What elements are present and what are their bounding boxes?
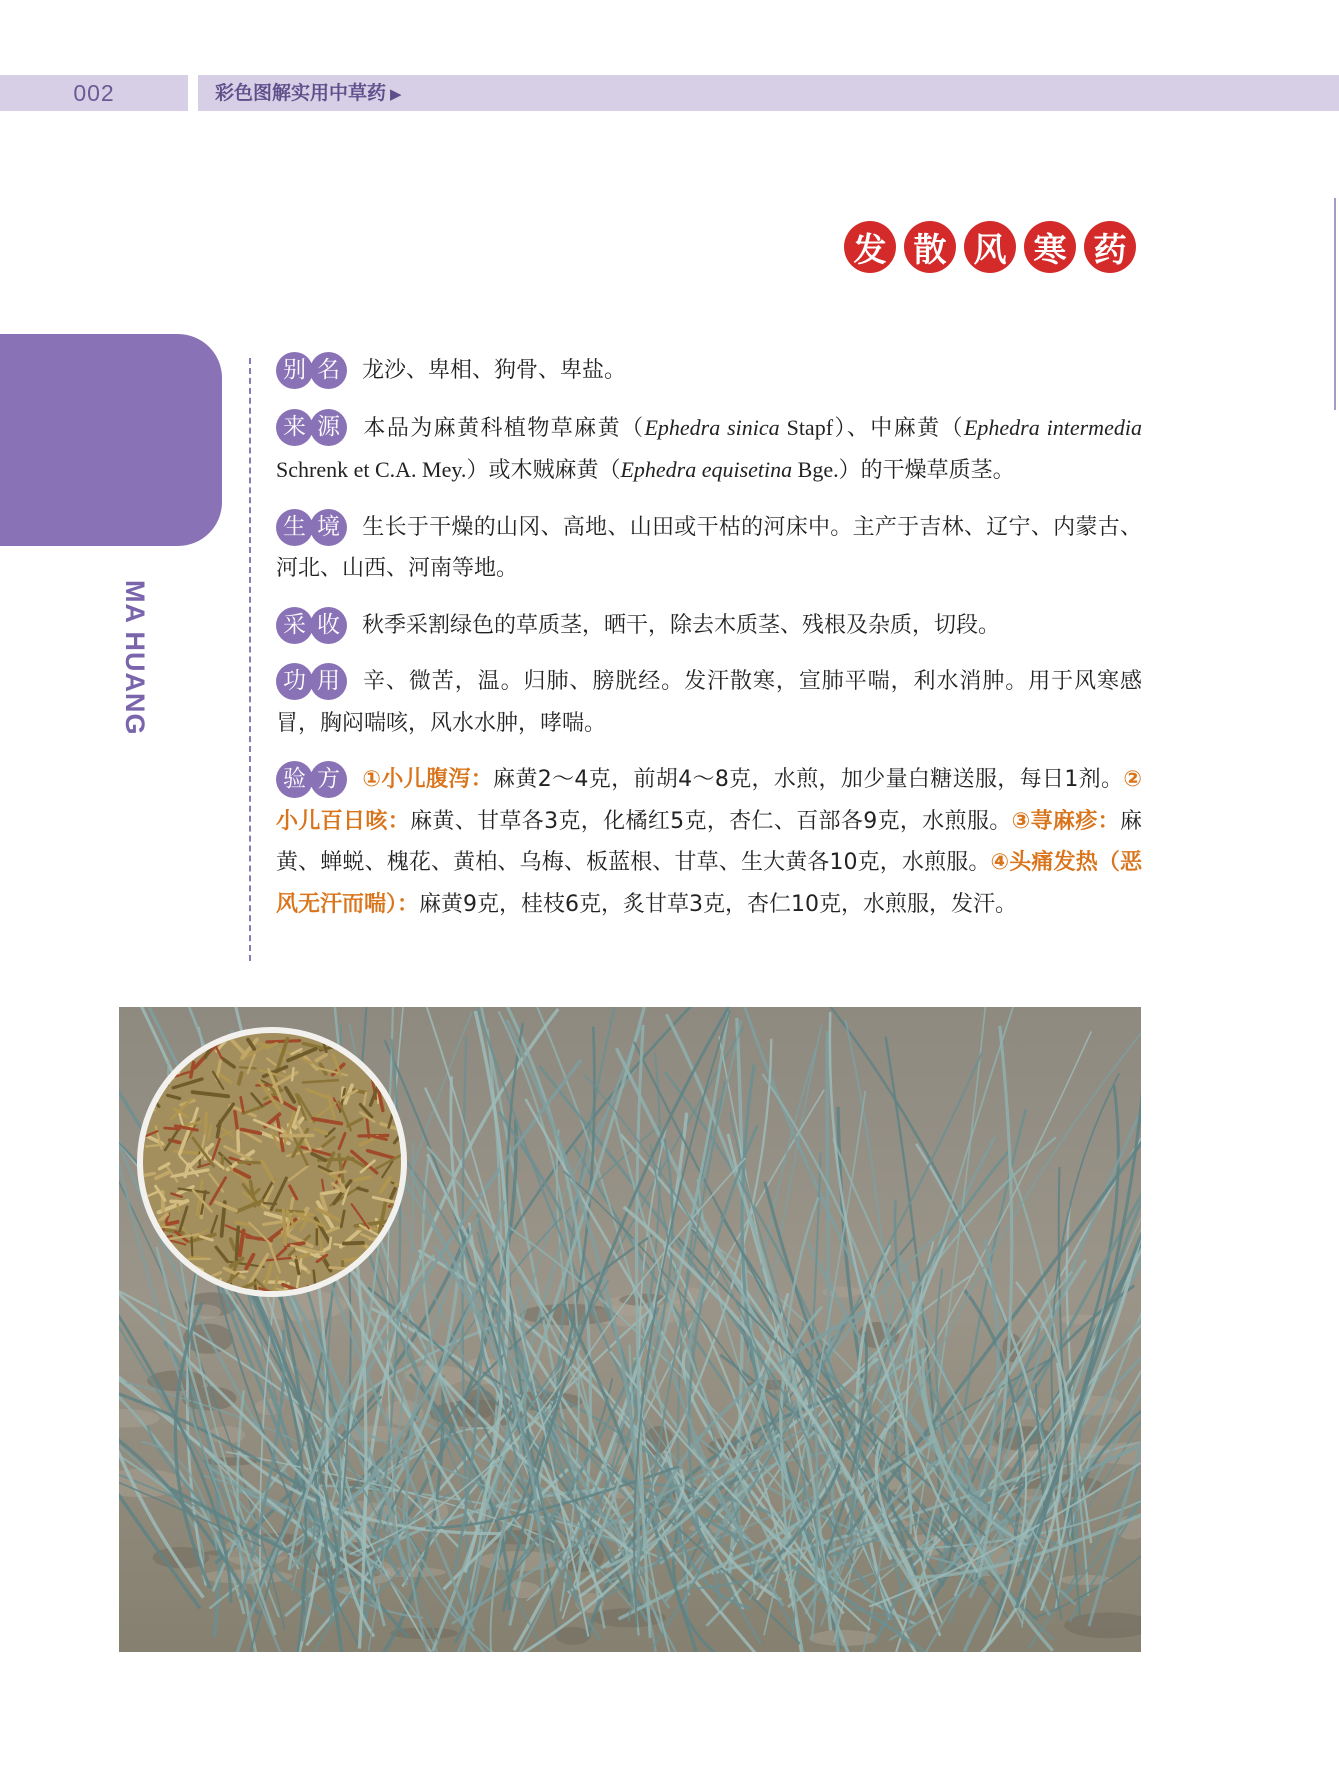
book-title <box>215 75 402 111</box>
author-name: Stapf <box>779 414 834 440</box>
alias-text: 龙沙、卑相、狗骨、卑盐。 <box>362 358 627 383</box>
prescription-name: ③荨麻疹： <box>1011 808 1120 834</box>
latin-name: Ephedra equisetina <box>620 457 793 482</box>
herb-entry <box>276 350 1142 940</box>
author-name: Bge. <box>792 457 839 482</box>
dried-ephedra-herb-photo <box>137 1027 407 1297</box>
author-name: Schrenk et C.A. Mey. <box>276 457 467 482</box>
harvest-text: 秋季采割绿色的草质茎，晒干，除去木质茎、残根及杂质，切段。 <box>362 612 1001 638</box>
function-section <box>276 661 1142 744</box>
category-title <box>844 221 1136 273</box>
prescription-name: ②小儿百日咳： <box>276 767 1142 834</box>
latin-name: Ephedra intermedia <box>963 414 1142 440</box>
prescription-text: 麻黄9克，桂枝6克，炙甘草3克，杏仁10克，水煎服，发汗。 <box>419 891 1018 917</box>
category-char: 散 <box>904 221 956 273</box>
category-char: 发 <box>844 221 896 273</box>
harvest-section <box>276 605 1142 647</box>
dried-herb-illustration <box>143 1033 407 1297</box>
herb-pinyin-label: MA HUANG <box>120 580 150 736</box>
latin-name: Ephedra sinica <box>644 414 780 440</box>
function-text: 辛、微苦，温。归肺、膀胱经。发汗散寒，宣肺平喘，利水消肿。用于风寒感冒，胸闷喘咳，风水水肿，哮喘。 <box>276 669 1142 736</box>
book-title-text: 彩色图解实用中草药 <box>215 82 387 104</box>
category-char: 寒 <box>1024 221 1076 273</box>
habitat-section <box>276 507 1142 590</box>
section-label: 功 用 <box>276 661 344 703</box>
chapter-tab <box>0 334 222 546</box>
page-number: 002 <box>73 80 115 106</box>
prescription-text: 麻黄、蝉蜕、槐花、黄柏、乌梅、板蓝根、甘草、生大黄各10克，水煎服。 <box>276 808 1142 875</box>
dashed-divider <box>249 358 251 961</box>
section-label: 别 名 <box>276 350 344 392</box>
section-label: 采 收 <box>276 605 344 647</box>
prescription-name: ④头痛发热（恶风无汗而喘）： <box>276 850 1142 917</box>
section-label: 生 境 <box>276 507 344 549</box>
edge-marker <box>1334 198 1336 410</box>
prescriptions-section <box>276 759 1142 925</box>
alias-section <box>276 350 1142 392</box>
habitat-text: 生长于干燥的山冈、高地、山田或干枯的河床中。主产于吉林、辽宁、内蒙古、河北、山西、河南等地。 <box>276 514 1142 581</box>
source-section: 来 源 本品为麻黄科植物草麻黄（Ephedra sinica Stapf）、中麻黄（Ephedra intermedia Schrenk et C.A. Mey.）或木贼麻黄（Ephedra equisetina Bge.）的干燥草质茎。 <box>276 407 1142 492</box>
prescription-text: 麻黄、甘草各3克，化橘红5克，杏仁、百部各9克，水煎服。 <box>410 808 1012 834</box>
category-char: 风 <box>964 221 1016 273</box>
category-char: 药 <box>1084 221 1136 273</box>
section-label: 验 方 <box>276 759 344 801</box>
prescription-text: 麻黄2～4克，前胡4～8克，水煎，加少量白糖送服，每日1剂。 <box>493 767 1124 792</box>
section-label: 来 源 <box>276 407 344 449</box>
play-arrow-icon: ▶ <box>390 85 402 103</box>
prescription-name: ①小儿腹泻： <box>362 767 494 792</box>
